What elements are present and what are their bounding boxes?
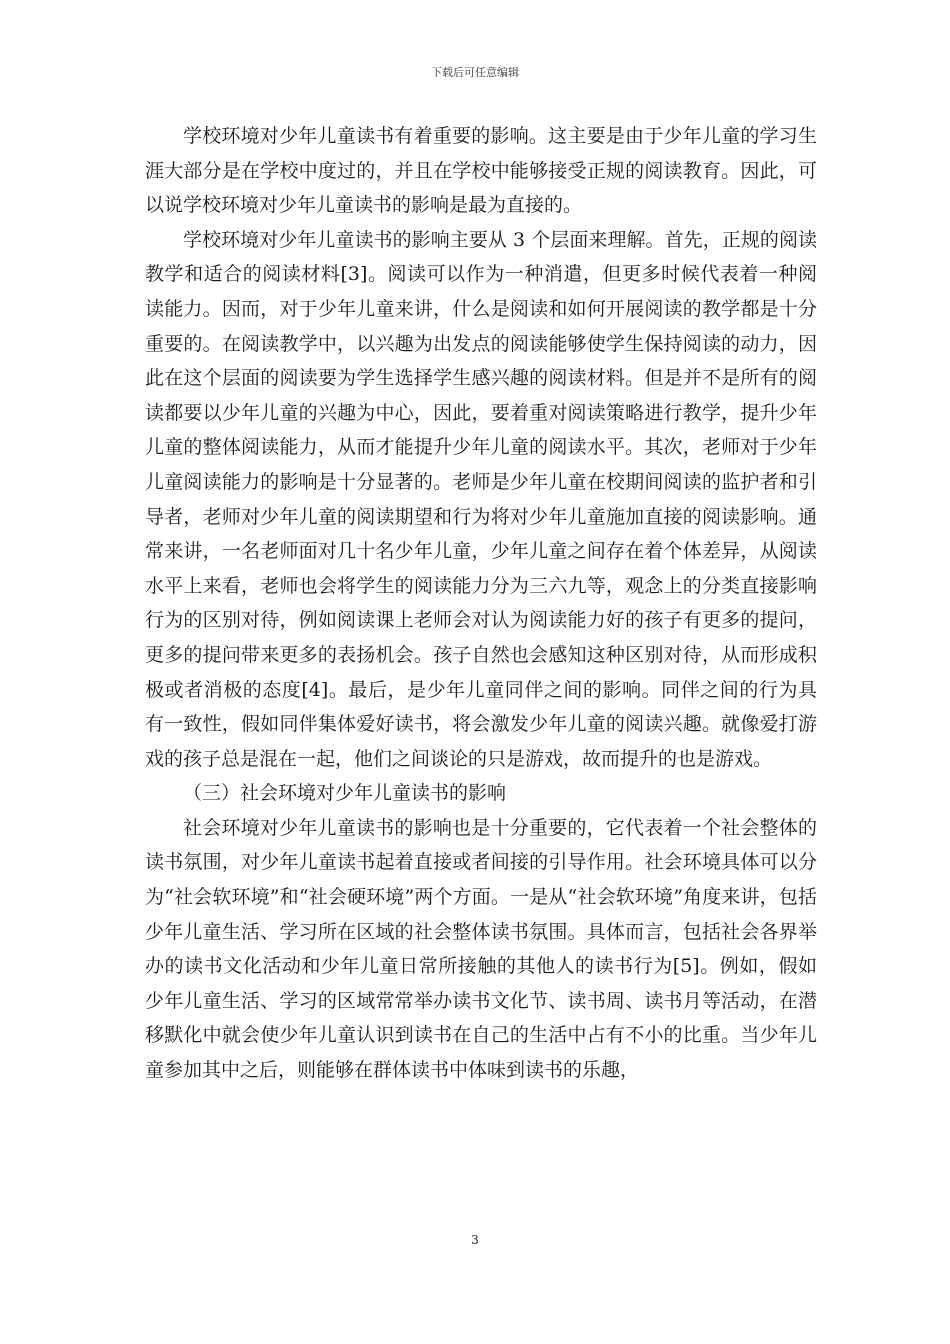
page-header: 下载后可任意编辑 [431, 66, 519, 79]
page-number: 3 [471, 1233, 479, 1247]
paragraph-social-environment: 社会环境对少年儿童读书的影响也是十分重要的，它代表着一个社会整体的读书氛围，对少年儿童读书起着直接或者间接的引导作用。社会环境具体可以分为“社会软环境”和“社会硬环境”两个方面。一是从“社会软环境”角度来讲，包括少年儿童生活、学习所在区域的社会整体读书氛围。具体而言，包括社会各界举办的读书文化活动和少年儿童日常所接触的其他人的读书行为[5]。例如，假如少年儿童生活、学习的区域常常举办读书文化节、读书周、读书月等活动，在潜移默化中就会使少年儿童认识到读书在自己的生活中占有不小的比重。当少年儿童参加其中之后，则能够在群体读书中体味到读书的乐趣， [145, 816, 817, 1082]
paragraph-school-influence-levels: 学校环境对少年儿童读书的影响主要从 3 个层面来理解。首先，正规的阅读教学和适合的阅读材料[3]。阅读可以作为一种消遣，但更多时候代表着一种阅读能力。因而，对于少年儿童来讲，什么是阅读和如何开展阅读的教学都是十分重要的。在阅读教学中，以兴趣为出发点的阅读能够使学生保持阅读的动力，因此在这个层面的阅读要为学生选择学生感兴趣的阅读材料。但是并不是所有的阅读都要以少年儿童的兴趣为中心，因此，要着重对阅读策略进行教学，提升少年儿童的整体阅读能力，从而才能提升少年儿童的阅读水平。其次，老师对于少年儿童阅读能力的影响是十分显著的。老师是少年儿童在校期间阅读的监护者和引导者，老师对少年儿童的阅读期望和行为将对少年儿童施加直接的阅读影响。通常来讲，一名老师面对几十名少年儿童，少年儿童之间存在着个体差异，从阅读水平上来看，老师也会将学生的阅读能力分为三六九等，观念上的分类直接影响行为的区别对待，例如阅读课上老师会对认为阅读能力好的孩子有更多的提问，更多的提问带来更多的表扬机会。孩子自然也会感知这种区别对待，从而形成积极或者消极的态度[4]。最后，是少年儿童同伴之间的影响。同伴之间的行为具有一致性，假如同伴集体爱好读书，将会激发少年儿童的阅读兴趣。就像爱打游戏的孩子总是混在一起，他们之间谈论的只是游戏，故而提升的也是游戏。 [145, 228, 817, 770]
paragraph-school-environment: 学校环境对少年儿童读书有着重要的影响。这主要是由于少年儿童的学习生涯大部分是在学校中度过的，并且在学校中能够接受正规的阅读教育。因此，可以说学校环境对少年儿童读书的影响是最为直接的。 [145, 125, 817, 217]
section-heading: （三）社会环境对少年儿童读书的影响 [183, 782, 507, 805]
body-text [145, 119, 817, 1088]
